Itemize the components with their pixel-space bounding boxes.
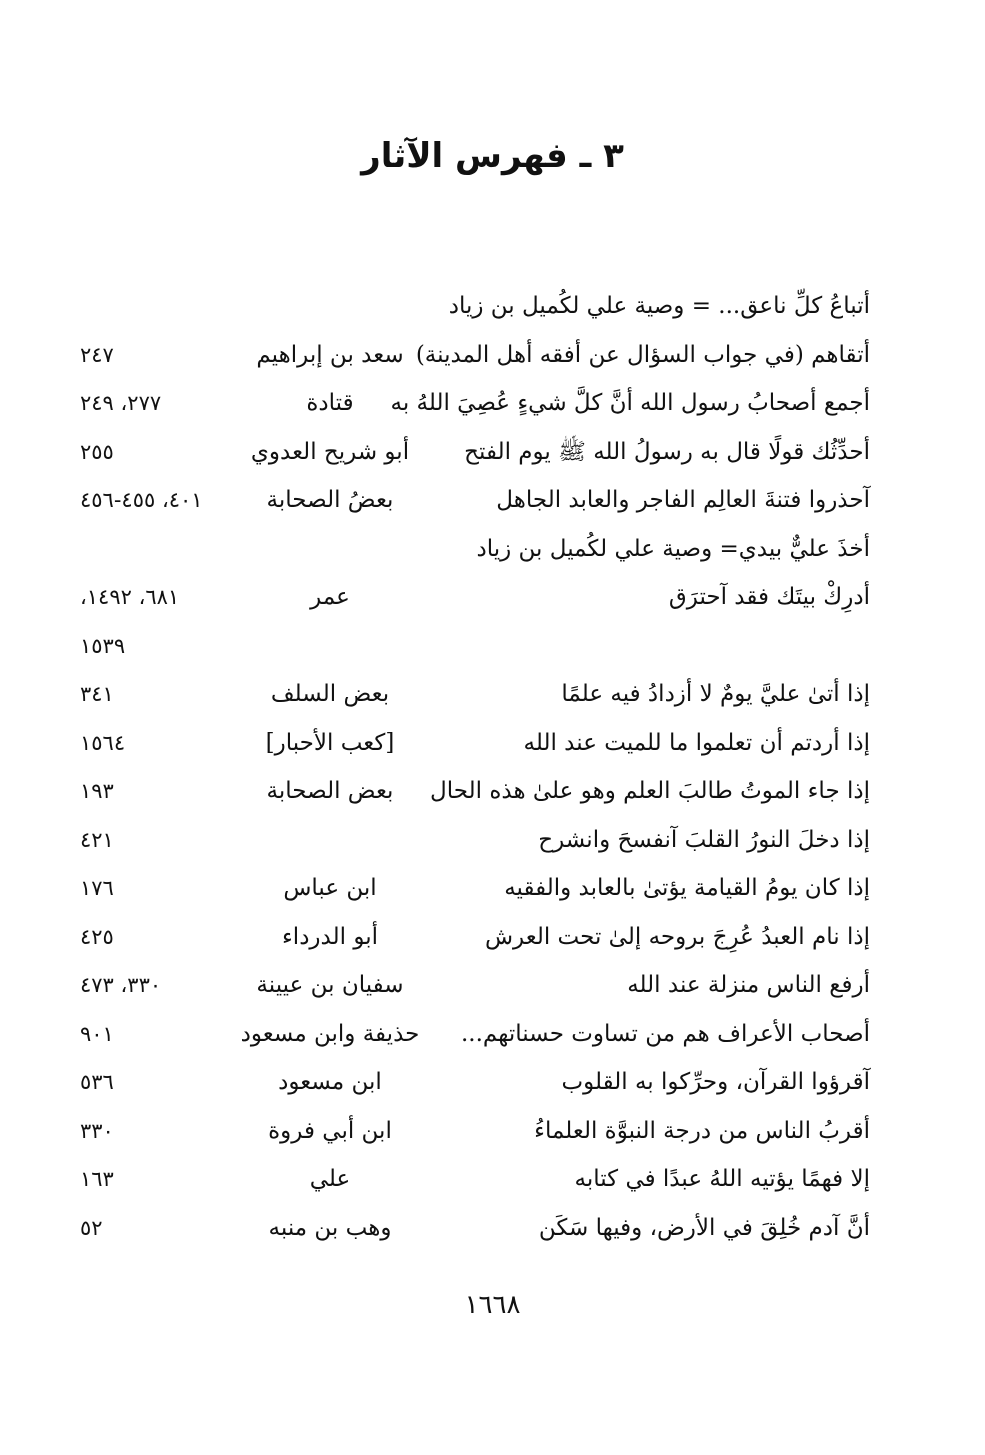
entry-pages-text: ٥٣٦ — [80, 1070, 114, 1094]
entry-phrase: أرفع الناس منزلة عند الله — [627, 972, 870, 998]
entry-pages — [80, 816, 240, 865]
entry-phrase: أقربُ الناس من درجة النبوَّة العلماءُ — [534, 1117, 870, 1144]
entry-pages — [80, 379, 240, 428]
entry-pages-text: ٢٧٧، ٢٤٩ — [80, 391, 162, 415]
index-entry — [80, 525, 870, 574]
entry-pages-text: ١٩٣ — [80, 779, 114, 803]
entry-pages-text: ١٥٣٩ — [80, 633, 126, 658]
entry-phrase: أخذَ عليٌّ بيدي= وصية علي لكُميل بن زياد — [476, 535, 870, 562]
entry-pages — [80, 864, 240, 913]
index-entry — [80, 1155, 870, 1204]
entry-pages-text: ٢٥٥ — [80, 439, 114, 464]
entry-source: سفيان بن عيينة — [256, 972, 404, 998]
entry-phrase: أجمع أصحابُ رسول الله أنَّ كلَّ شيءٍ عُصِيَ اللهُ به — [390, 390, 870, 416]
entry-source: أبو الدرداء — [281, 923, 378, 950]
index-entry — [80, 476, 870, 525]
entry-pages-text: ٣٤١ — [80, 682, 114, 706]
index-entry — [80, 670, 870, 719]
entry-phrase: إذا أردتم أن تعلموا ما للميت عند الله — [523, 729, 870, 756]
index-entry — [80, 379, 870, 428]
entry-pages-text: ٩٠١ — [80, 1021, 114, 1046]
entry-phrase: آقرؤوا القرآن، وحرِّكوا به القلوب — [561, 1069, 870, 1095]
entry-phrase: آحذروا فتنةَ العالِم الفاجر والعابد الجاهل — [496, 487, 870, 513]
entry-source: [كعب الأحبار] — [265, 729, 395, 756]
index-entry — [80, 1010, 870, 1059]
index-entry — [80, 816, 870, 865]
entry-phrase: أتقاهم (في جواب السؤال عن أفقه أهل المدينة) — [415, 341, 870, 368]
entry-pages-text: ٥٢ — [80, 1215, 103, 1240]
index-entry — [80, 961, 870, 1010]
entry-source: وهب بن منبه — [268, 1214, 392, 1241]
entry-phrase: إذا دخلَ النورُ القلبَ آنفسحَ وانشرح — [538, 826, 870, 853]
entry-phrase: أنَّ آدم خُلِقَ في الأرض، وفيها سَكَن — [538, 1214, 870, 1241]
entry-pages-text: ٦٨١، ١٤٩٢، — [80, 585, 180, 609]
index-entry — [80, 573, 870, 622]
entry-pages — [80, 1204, 240, 1253]
entry-pages-text: ٤٢٥ — [80, 924, 114, 949]
entry-pages — [80, 767, 240, 816]
entry-phrase: إلا فهمًا يؤتيه اللهُ عبدًا في كتابه — [574, 1166, 870, 1192]
index-entry — [80, 913, 870, 962]
page-number: ١٦٦٨ — [464, 1290, 521, 1320]
entry-phrase: أحدِّثُك قولًا قال به رسولُ الله ﷺ يوم الفتح — [464, 438, 870, 465]
entry-source: ابن عباس — [283, 875, 377, 901]
entry-pages-text: ١٧٦ — [80, 876, 114, 900]
entry-pages — [80, 670, 240, 719]
index-entry — [80, 622, 870, 671]
entry-source: علي — [309, 1166, 351, 1192]
entry-phrase: إذا نام العبدُ عُرِجَ بروحه إلىٰ تحت العرش — [484, 923, 870, 950]
entry-phrase: أصحاب الأعراف هم من تساوت حسناتهم... — [460, 1020, 870, 1047]
entry-pages — [80, 719, 240, 768]
index-entry — [80, 719, 870, 768]
index-entry — [80, 767, 870, 816]
entry-pages-text: ٣٣٠، ٤٧٣ — [80, 973, 162, 997]
index-entry — [80, 331, 870, 380]
index-entry — [80, 1107, 870, 1156]
entry-phrase: إذا جاء الموتُ طالبَ العلم وهو علىٰ هذه الحال — [430, 778, 870, 804]
index-entry — [80, 282, 870, 331]
entry-phrase: إذا كان يومُ القيامة يؤتىٰ بالعابد والفقيه — [504, 875, 870, 901]
entry-pages — [80, 573, 240, 622]
entry-source: ابن مسعود — [278, 1069, 382, 1095]
entry-pages — [80, 428, 240, 477]
entry-source: أبو شريح العدوي — [250, 438, 410, 465]
page-title: ٣ ـ فهرس الآثار — [361, 136, 624, 176]
entry-pages-text: ٣٣٠ — [80, 1118, 114, 1143]
entry-pages-text: ٤٠١، ٤٥٥-٤٥٦ — [80, 488, 203, 512]
entry-phrase: أدرِكْ بيتَك فقد آحترَق — [668, 584, 870, 610]
entry-source: سعد بن إبراهيم — [256, 341, 404, 368]
entry-phrase: إذا أتىٰ عليَّ يومٌ لا أزدادُ فيه علمًا — [561, 681, 870, 707]
index-entry — [80, 1204, 870, 1253]
entry-source: ابن أبي فروة — [268, 1117, 392, 1144]
entry-pages-text: ١٦٣ — [80, 1167, 114, 1191]
entry-pages — [80, 1010, 240, 1059]
entry-source: بعض السلف — [270, 681, 390, 707]
entry-source: بعض الصحابة — [266, 778, 394, 804]
entry-source: عمر — [310, 584, 350, 610]
entry-pages — [80, 961, 240, 1010]
entry-pages-text: ٤٢١ — [80, 827, 114, 852]
entry-pages — [80, 1058, 240, 1107]
entry-phrase: أتباعُ كلِّ ناعق... = وصية علي لكُميل بن زياد — [448, 293, 870, 319]
entry-pages — [80, 331, 240, 380]
entry-pages-text: ١٥٦٤ — [80, 730, 126, 755]
index-entry — [80, 864, 870, 913]
entry-source: قتادة — [306, 390, 354, 416]
entry-pages — [80, 622, 240, 671]
entry-pages — [80, 525, 240, 574]
entry-pages — [80, 476, 240, 525]
entry-source: بعضُ الصحابة — [266, 487, 394, 513]
entry-pages — [80, 913, 240, 962]
entry-source: حذيفة وابن مسعود — [240, 1020, 420, 1047]
index-entry — [80, 428, 870, 477]
entry-pages-text: ٢٤٧ — [80, 342, 114, 367]
entry-pages — [80, 282, 240, 331]
athar-index-list — [80, 282, 870, 1252]
index-entry — [80, 1058, 870, 1107]
entry-pages — [80, 1107, 240, 1156]
entry-pages — [80, 1155, 240, 1204]
